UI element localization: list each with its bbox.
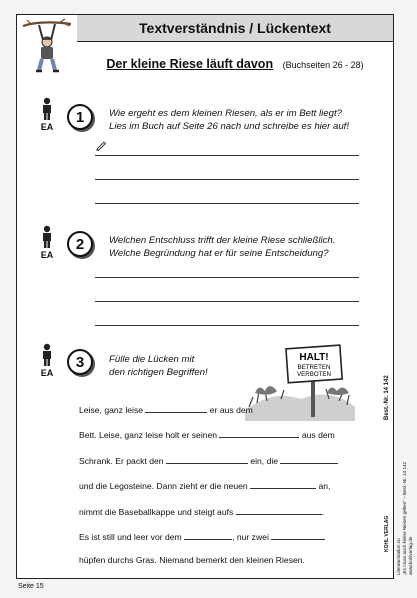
- cloze-text: ein, die: [247, 456, 281, 466]
- answer-line[interactable]: [95, 179, 359, 180]
- worksheet-header: [77, 15, 393, 42]
- cloze-line-5: [79, 505, 324, 517]
- cloze-gap[interactable]: [271, 530, 325, 540]
- cloze-text: .: [321, 507, 325, 517]
- sign-text-3: VERBOTEN: [296, 371, 332, 378]
- publisher-line: „Es muss auch kleine Riesen geben“ – Best.-Nr. 14 142: [402, 461, 407, 575]
- answer-line[interactable]: [95, 301, 359, 302]
- task-number-3: 3: [67, 349, 93, 375]
- answer-line[interactable]: [95, 203, 359, 204]
- header-title: Textverständnis / Lückentext: [139, 20, 331, 36]
- cloze-gap[interactable]: [166, 454, 248, 464]
- ea-label: EA: [40, 250, 54, 260]
- task-2-line-1: Welchen Entschluss trifft der kleine Riese schließlich.: [109, 235, 336, 246]
- cloze-line-6: [79, 530, 325, 542]
- cloze-line-2: [79, 428, 335, 440]
- task-3-question: [109, 353, 208, 379]
- student-icon: [40, 97, 54, 121]
- cloze-text: er aus dem: [207, 405, 253, 415]
- page-number: Seite 15: [18, 583, 44, 590]
- publisher-line: www.kohlverlag.de: [408, 536, 413, 575]
- cloze-line-1: [79, 403, 253, 415]
- cloze-gap[interactable]: [219, 428, 299, 438]
- task-number-2: 2: [67, 231, 93, 257]
- cloze-gap[interactable]: [250, 479, 316, 489]
- cloze-line-3: [79, 454, 338, 466]
- cloze-line-4: [79, 479, 330, 491]
- individual-work-marker-1: [35, 97, 59, 132]
- cloze-text: und die Legosteine. Dann zieht er die neuen: [79, 481, 251, 491]
- sign-text-1: HALT!: [299, 352, 329, 363]
- task-2-question: [109, 234, 335, 260]
- ea-label: EA: [40, 368, 54, 378]
- story-pages: (Buchseiten 26 - 28): [282, 60, 364, 70]
- cloze-text: Schrank. Er packt den: [79, 456, 166, 466]
- cloze-text: nimmt die Baseballkappe und steigt aufs: [79, 507, 236, 517]
- task-number-1: 1: [67, 104, 93, 130]
- ea-label: EA: [40, 122, 54, 132]
- cloze-text: hüpfen durchs Gras. Niemand bemerkt den kleinen Riesen.: [79, 555, 305, 565]
- cloze-gap[interactable]: [236, 505, 325, 517]
- cloze-text: , nur zwei: [232, 532, 272, 542]
- task-1-line-1: Wie ergeht es dem kleinen Riesen, als er im Bett liegt?: [109, 108, 342, 119]
- student-icon: [40, 343, 54, 367]
- individual-work-marker-3: [35, 343, 59, 378]
- cloze-text: Bett. Leise, ganz leise holt er seinen: [79, 430, 220, 440]
- publisher-line: Literaturstation zu: [396, 538, 401, 575]
- answer-line[interactable]: [95, 155, 359, 156]
- individual-work-marker-2: [35, 225, 59, 260]
- publisher-logo: KOHL VERLAG: [384, 515, 390, 552]
- publisher-info: [396, 360, 414, 575]
- hanging-boy-illustration: [21, 18, 73, 76]
- task-1-question: [109, 107, 349, 133]
- cloze-gap[interactable]: [184, 530, 232, 540]
- halt-sign-illustration: [241, 341, 357, 421]
- cloze-text: aus dem: [299, 430, 335, 440]
- cloze-line-7: [79, 555, 305, 565]
- student-icon: [40, 225, 54, 249]
- sign-text-2: BETRETEN: [297, 364, 331, 371]
- answer-line[interactable]: [95, 277, 359, 278]
- task-2-line-2: Welche Begründung hat er für seine Entscheidung?: [109, 248, 329, 259]
- story-title: Der kleine Riese läuft davon: [106, 57, 274, 71]
- task-1-line-2: Lies im Buch auf Seite 26 nach und schreibe es hier auf!: [109, 121, 349, 132]
- cloze-text: an,: [316, 481, 331, 491]
- task-3-line-1: Fülle die Lücken mit: [109, 354, 195, 365]
- answer-line[interactable]: [95, 325, 359, 326]
- story-title-row: [77, 57, 393, 71]
- pencil-icon: [95, 139, 107, 151]
- cloze-gap[interactable]: [280, 454, 338, 464]
- task-3-line-2: den richtigen Begriffen!: [109, 367, 208, 378]
- cloze-text: Es ist still und leer vor dem: [79, 532, 185, 542]
- cloze-text: Leise, ganz leise: [79, 405, 146, 415]
- worksheet: [16, 14, 394, 579]
- cloze-gap[interactable]: [145, 403, 207, 413]
- order-number: Best.-Nr. 14 142: [384, 375, 390, 420]
